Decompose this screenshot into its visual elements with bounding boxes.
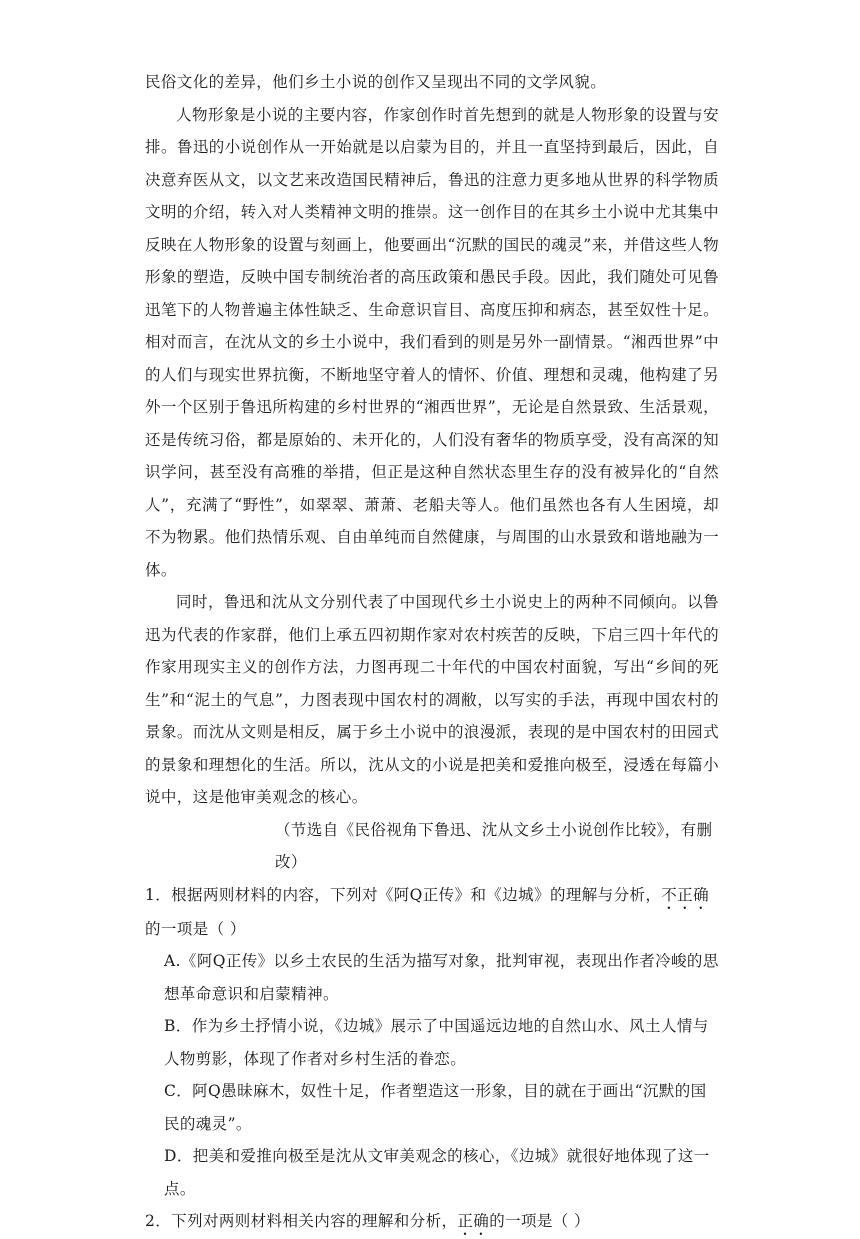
question-1-emphasis: 不正确	[661, 885, 709, 904]
paragraph-two-tendencies: 同时，鲁迅和沈从文分别代表了中国现代乡土小说史上的两种不同倾向。以鲁迅为代表的作家群，他们上承五四初期作家对农村疾苦的反映，下启三四十年代的作家用现实主义的创作方法，力图再现二十年代的中国农村面貌，写出“乡间的死生”和“泥土的气息”，力图表现中国农村的凋敝，以写实的手法，再现中国农村的景象。而沈从文则是相反，属于乡土小说中的浪漫派，表现的是中国农村的田园式的景象和理想化的生活。所以，沈从文的小说是把美和爱推向极至，浸透在每篇小说中，这是他审美观念的核心。	[145, 593, 719, 806]
paragraph-character-image: 人物形象是小说的主要内容，作家创作时首先想到的就是人物形象的设置与安排。鲁迅的小说创作从一开始就是以启蒙为目的，并且一直坚持到最后，因此，自决意弃医从文，以文艺来改造国民精神后，鲁迅的注意力更多地从世界的科学物质文明的介绍，转入对人类精神文明的推崇。这一创作目的在其乡土小说中尤其集中反映在人物形象的设置与刻画上，他要画出“沉默的国民的魂灵”来，并借这些人物形象的塑造，反映中国专制统治者的高压政策和愚民手段。因此，我们随处可见鲁迅笔下的人物普遍主体性缺乏、生命意识盲目、高度压抑和病态，甚至奴性十足。相对而言，在沈从文的乡土小说中，我们看到的则是另外一副情景。“湘西世界”中的人们与现实世界抗衡，不断地坚守着人的情怀、价值、理想和灵魂，他构建了另外一个区别于鲁迅所构建的乡村世界的“湘西世界”，无论是自然景致、生活景观，还是传统习俗，都是原始的、未开化的，人们没有奢华的物质享受，没有高深的知识学问，甚至没有高雅的举措，但正是这种自然状态里生存的没有被异化的“自然人”，充满了“野性”，如翠翠、萧萧、老船夫等人。他们虽然也各有人生困境，却不为物累。他们热情乐观、自由单纯而自然健康，与周围的山水景致和谐地融为一体。	[145, 105, 719, 579]
question-1-stem-after: 的一项是（ ）	[145, 919, 246, 938]
question-1-stem-before: 1．根据两则材料的内容，下列对《阿Q正传》和《边城》的理解与分析，	[145, 885, 662, 904]
question-1-option-d: D．把美和爱推向极至是沈从文审美观念的核心，《边城》就很好地体现了这一点。	[164, 1147, 710, 1198]
question-1-option-c: C．阿Q愚昧麻木，奴性十足，作者塑造这一形象，目的就在于画出“沉默的国民的魂灵”。	[164, 1082, 707, 1133]
question-2-emphasis: 正确	[457, 1212, 490, 1230]
question-2-stem	[145, 1205, 719, 1239]
question-2-stem-after: 的一项是（ ）	[489, 1212, 590, 1230]
question-1-option-b: B．作为乡土抒情小说，《边城》展示了中国遥远边地的自然山水、风土人情与人物剪影，体现了作者对乡村生活的眷恋。	[164, 1017, 709, 1068]
question-1-stem	[145, 879, 719, 946]
question-1-option-a: A.《阿Q正传》以乡土农民的生活为描写对象，批判审视，表现出作者冷峻的思想革命意识和启蒙精神。	[164, 952, 719, 1003]
paragraph-continued: 民俗文化的差异，他们乡土小说的创作又呈现出不同的文学风貌。	[145, 73, 607, 91]
source-citation: （节选自《民俗视角下鲁迅、沈从文乡土小说创作比较》，有删改）	[275, 820, 713, 871]
question-2-stem-before: 2．下列对两则材料相关内容的理解和分析，	[145, 1212, 458, 1230]
document-page	[145, 66, 719, 1239]
